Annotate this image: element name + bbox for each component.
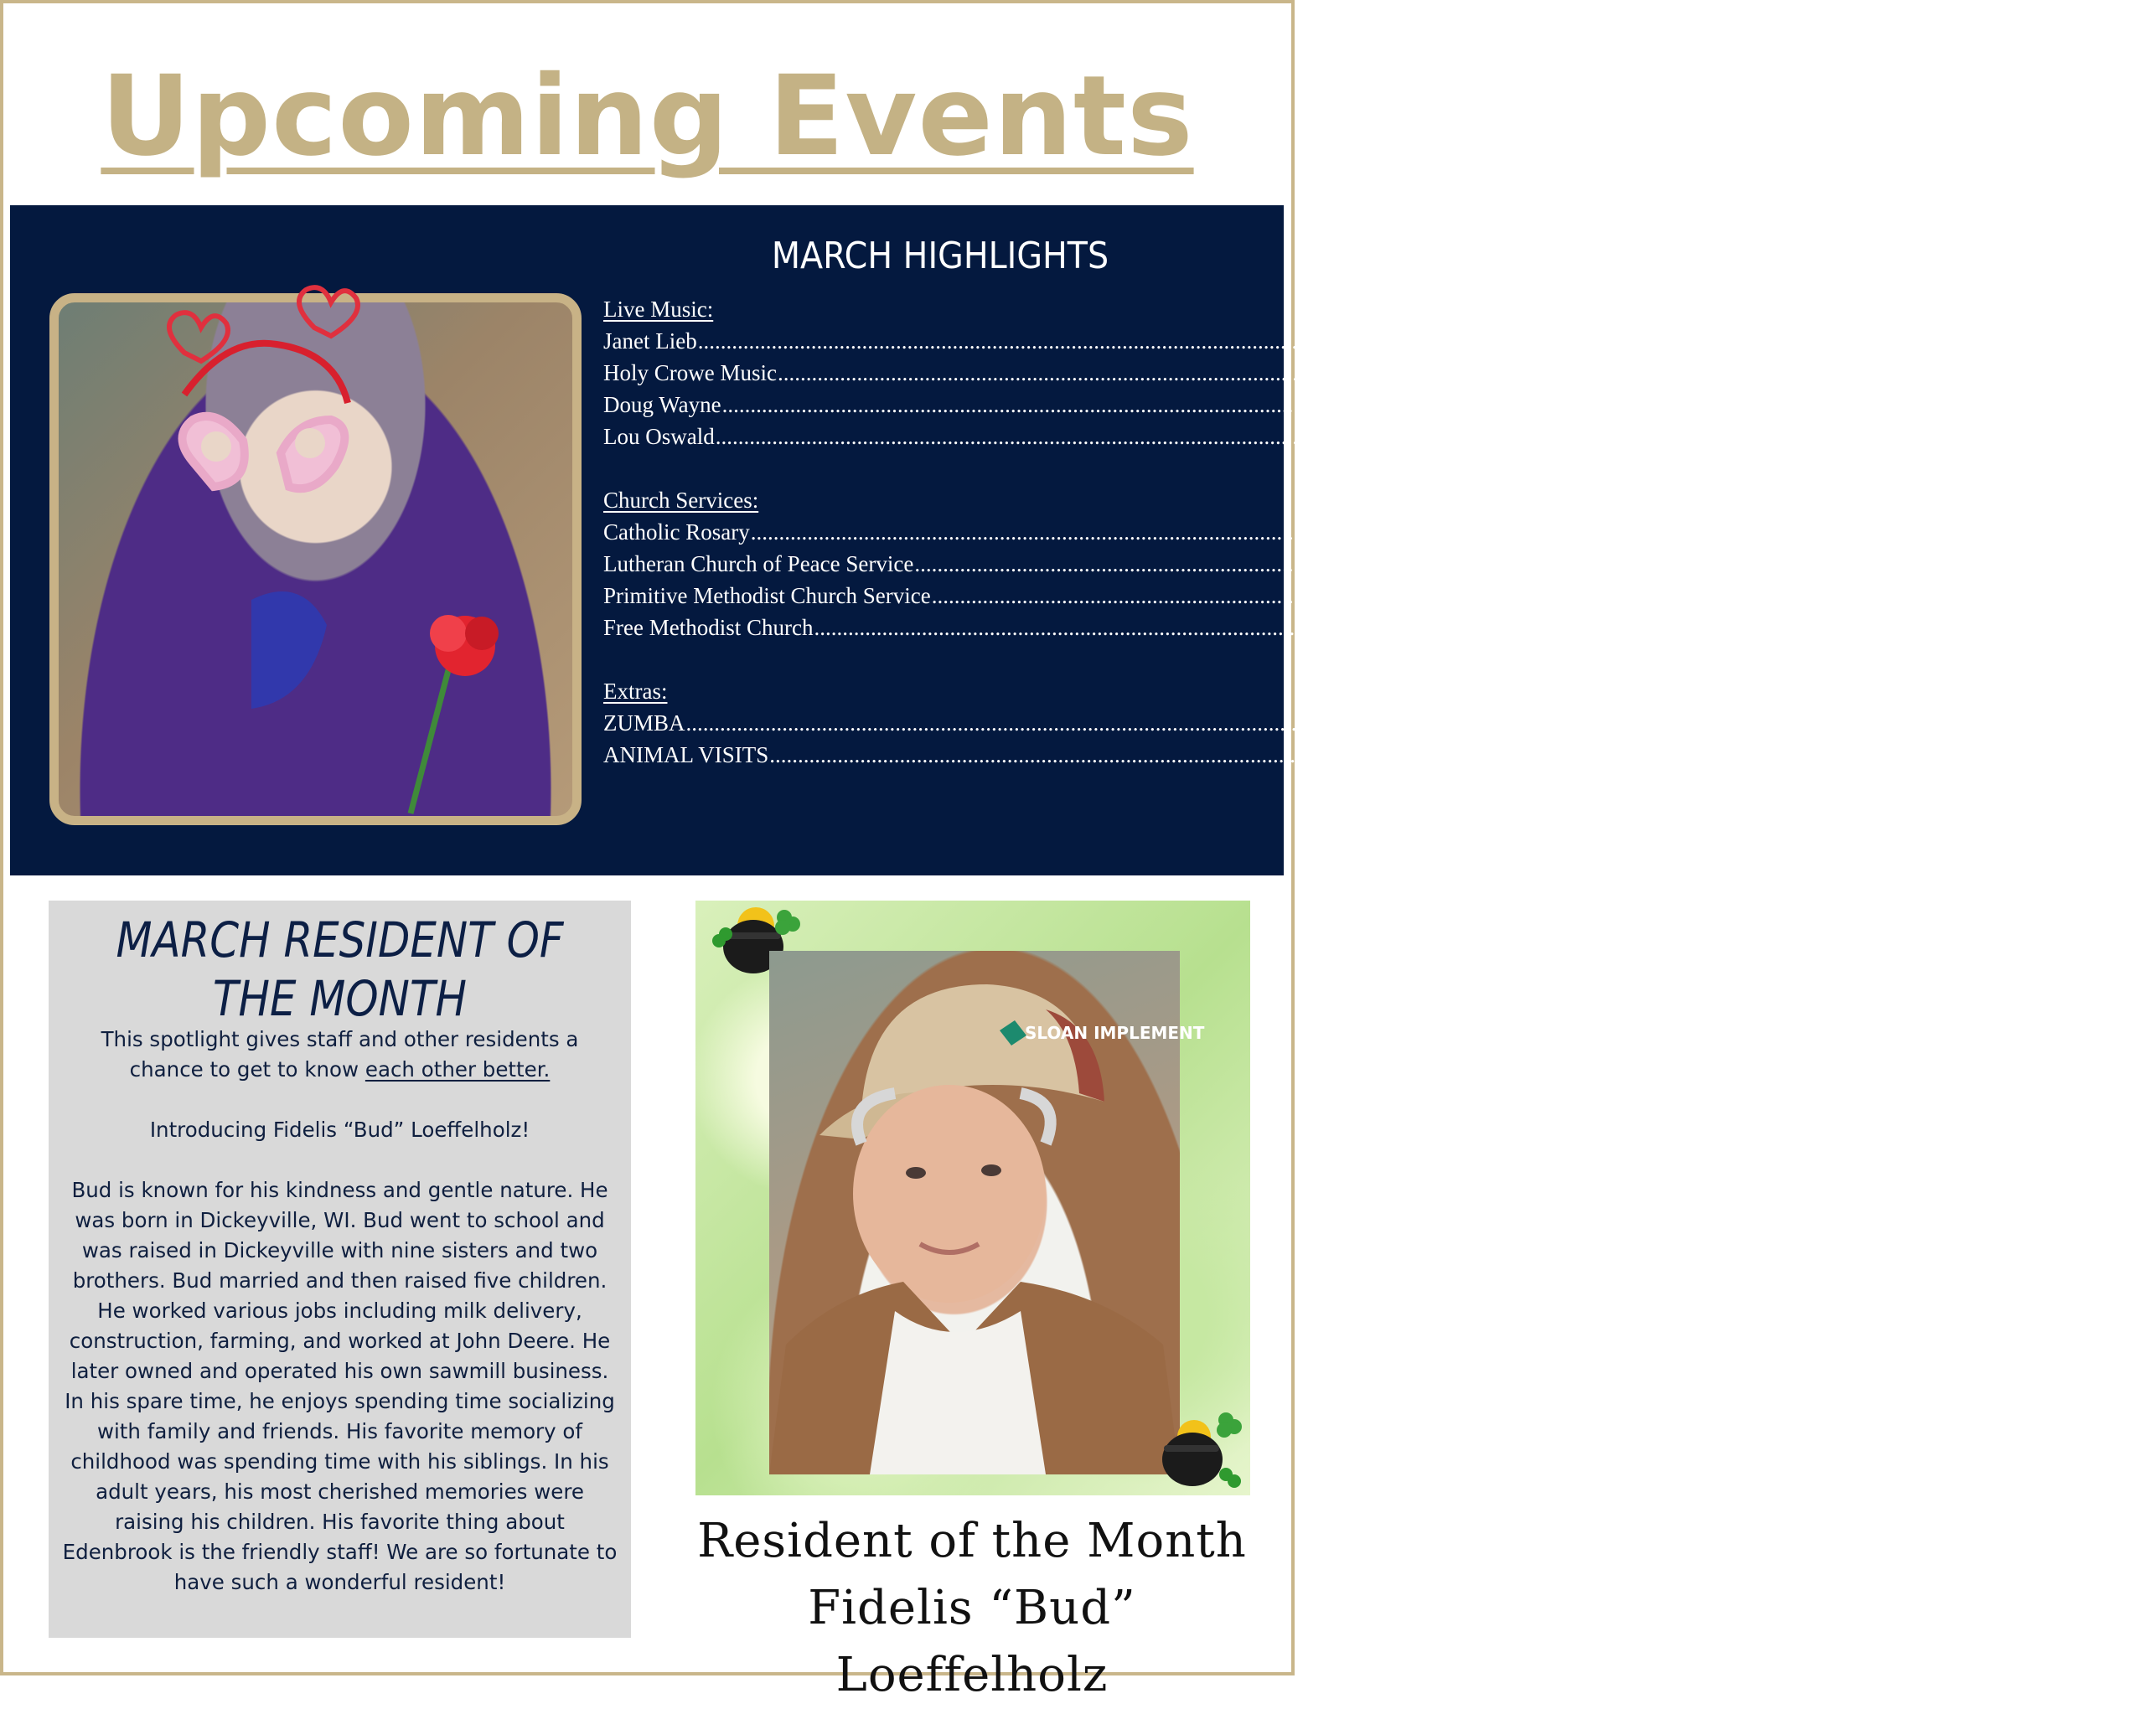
event-row xyxy=(603,739,2156,771)
event-date: March 27th xyxy=(1833,615,1938,640)
caption-line2: Fidelis “Bud” Loeffelholz xyxy=(808,1581,1136,1702)
event-row xyxy=(603,421,1839,452)
resident-heading-line1: MARCH RESIDENT OF xyxy=(116,911,564,968)
event-row xyxy=(603,548,2039,580)
event-name: Primitive Methodist Church Service xyxy=(603,583,931,608)
event-row xyxy=(603,389,1846,421)
event-date: March 8th xyxy=(1796,360,1890,385)
leader-dots xyxy=(686,707,1704,739)
section-heading-church-services: Church Services: xyxy=(603,488,759,513)
event-name: Janet Lieb xyxy=(603,328,697,354)
resident-photo-woman xyxy=(49,293,582,825)
intro-underlined: each other better. xyxy=(365,1057,551,1082)
introducing-line: Introducing Fidelis “Bud” Loeffelholz! xyxy=(149,1118,530,1142)
event-row xyxy=(603,612,1938,643)
resident-photo-man xyxy=(769,951,1205,1474)
spacer xyxy=(603,643,1270,675)
resident-heading xyxy=(90,911,591,1028)
leader-dots xyxy=(716,421,1734,452)
section-heading-live-music: Live Music: xyxy=(603,297,714,322)
event-date: March 13th xyxy=(1933,551,2039,576)
intro-paragraph xyxy=(61,1025,618,1085)
resident-text xyxy=(61,1025,618,1598)
event-name: ZUMBA xyxy=(603,710,685,736)
event-date: March 6th, 19th xyxy=(1704,710,1850,736)
pot-of-gold-icon xyxy=(1152,1407,1244,1491)
event-date: March 3rd, 10th, 24th, 31st xyxy=(1769,519,2017,545)
leader-dots xyxy=(722,389,1740,421)
resident-heading-line2: THE MONTH xyxy=(213,970,467,1027)
events-list xyxy=(603,293,2156,771)
spacer xyxy=(603,452,1270,484)
event-row xyxy=(603,580,2055,612)
event-name: Catholic Rosary xyxy=(603,519,750,545)
section-heading-extras: Extras: xyxy=(603,679,668,704)
leader-dots xyxy=(914,548,1932,580)
leader-dots xyxy=(698,325,1716,357)
highlights-panel xyxy=(10,205,2156,875)
spacer xyxy=(61,1145,618,1175)
leader-dots xyxy=(769,739,1787,771)
leader-dots xyxy=(814,612,1832,643)
leader-dots xyxy=(778,357,1796,389)
photo-caption xyxy=(670,1508,1274,1709)
intro-text: This spotlight gives staff and other residents a chance to get to know xyxy=(101,1027,579,1082)
event-date: March 28th xyxy=(1734,424,1839,449)
event-row xyxy=(603,707,1850,739)
event-row xyxy=(603,325,1811,357)
spacer xyxy=(61,1085,618,1115)
cap-logo: SLOAN IMPLEMENT xyxy=(1025,1023,1205,1043)
event-date: March 12th, 13th, 15th, 22nd, 27th, 29th xyxy=(1788,742,2156,767)
man-photo-illustration xyxy=(769,951,1205,1474)
event-name: ANIMAL VISITS xyxy=(603,742,769,767)
event-name: Lou Oswald xyxy=(603,424,715,449)
event-date: March 20th xyxy=(1950,583,2055,608)
event-name: Holy Crowe Music xyxy=(603,360,777,385)
event-date: March 7th xyxy=(1716,328,1811,354)
bio-paragraph: Bud is known for his kindness and gentle nature. He was born in Dickeyville, WI. Bud went to school and was raised in Dickeyville with nine sisters and two brothers. Bud married and then raised five children. He worked various jobs including milk delivery, construction, farming, and worked at John Deere. He later owned and operated his own sawmill business. In his spare time, he enjoys spending time socializing with family and friends. His favorite memory of childhood was spending time with his siblings. In his adult years, his most cherished memories were raising his children. His favorite thing about Edenbrook is the friendly staff! We are so fortunate to have such a wonderful resident! xyxy=(62,1178,618,1594)
event-date: March 17th xyxy=(1740,392,1846,417)
event-name: Free Methodist Church xyxy=(603,615,814,640)
caption-line1: Resident of the Month xyxy=(697,1514,1247,1568)
event-name: Doug Wayne xyxy=(603,392,721,417)
event-row xyxy=(603,357,1890,389)
leader-dots xyxy=(751,516,1769,548)
event-name: Lutheran Church of Peace Service xyxy=(603,551,914,576)
resident-of-month-box xyxy=(49,901,631,1638)
woman-photo-illustration xyxy=(59,302,572,816)
page-title: Upcoming Events xyxy=(101,52,1194,181)
leader-dots xyxy=(932,580,1950,612)
event-row xyxy=(603,516,2017,548)
highlights-heading: MARCH HIGHLIGHTS xyxy=(771,235,1109,277)
shamrock-frame xyxy=(695,901,1250,1495)
